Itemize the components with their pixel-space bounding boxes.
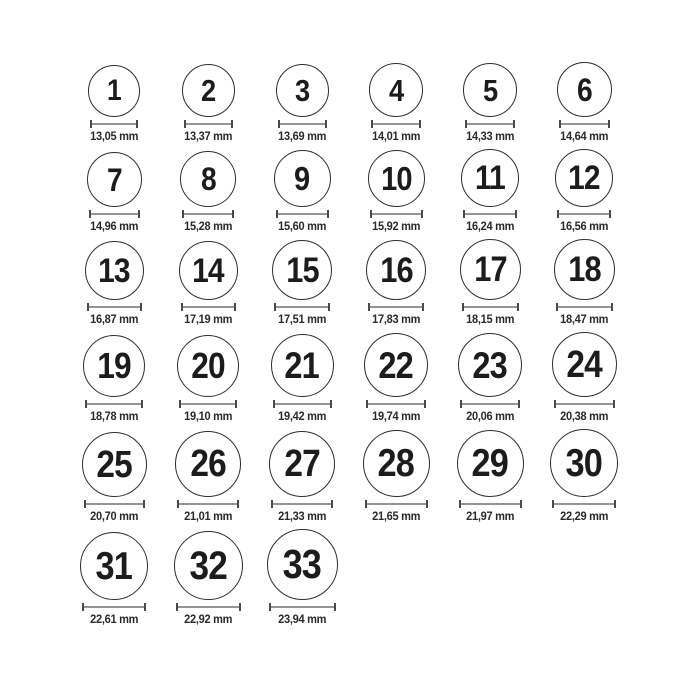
ring-size-cell <box>364 333 428 423</box>
diameter-label: 22,29 mm <box>559 509 609 523</box>
diameter-measure-line <box>463 210 517 218</box>
ring-size-number: 1 <box>107 74 121 107</box>
diameter-measure-line <box>552 500 616 508</box>
diameter-measure-line <box>90 120 138 128</box>
ring-circle <box>457 430 524 497</box>
ring-size-cell <box>174 531 243 626</box>
ring-size-cell <box>463 63 517 143</box>
ring-size-number: 20 <box>191 345 225 386</box>
diameter-measure-line <box>554 400 615 408</box>
ring-circle <box>555 149 613 207</box>
ring-size-cell <box>272 240 332 326</box>
ring-size-number: 17 <box>473 250 507 289</box>
diameter-measure-line <box>87 303 142 311</box>
ring-circle <box>364 333 428 397</box>
ring-circle <box>552 332 617 397</box>
ring-size-number: 6 <box>576 71 592 108</box>
ring-size-number: 14 <box>192 251 224 290</box>
ring-circle <box>366 240 426 300</box>
diameter-label: 16,56 mm <box>559 219 609 233</box>
ring-size-number: 13 <box>98 251 130 290</box>
ring-size-cell <box>177 335 239 423</box>
ring-size-number: 9 <box>294 160 310 197</box>
diameter-label: 17,83 mm <box>371 312 421 326</box>
ring-size-number: 11 <box>475 159 505 197</box>
ring-circle <box>177 335 239 397</box>
ring-size-number: 27 <box>284 443 320 485</box>
diameter-measure-line <box>176 603 241 611</box>
diameter-measure-line <box>462 303 519 311</box>
ring-circle <box>368 150 425 207</box>
diameter-measure-line <box>278 120 327 128</box>
ring-circle <box>550 429 618 497</box>
ring-circle <box>82 432 147 497</box>
diameter-measure-line <box>182 210 234 218</box>
ring-size-cell <box>82 432 147 523</box>
ring-circle <box>276 64 329 117</box>
diameter-measure-line <box>366 400 426 408</box>
ring-size-cell <box>271 334 334 423</box>
ring-size-cell <box>83 335 145 423</box>
ring-size-number: 3 <box>294 73 310 108</box>
diameter-measure-line <box>556 303 613 311</box>
ring-circle <box>175 431 241 497</box>
diameter-label: 18,78 mm <box>89 409 139 423</box>
diameter-measure-line <box>179 400 237 408</box>
diameter-label: 14,64 mm <box>559 129 609 143</box>
ring-size-number: 4 <box>388 72 404 108</box>
diameter-measure-line <box>84 500 145 508</box>
ring-size-cell <box>80 532 148 626</box>
ring-circle <box>458 333 522 397</box>
diameter-label: 21,33 mm <box>277 509 327 523</box>
ring-size-cell <box>557 62 612 143</box>
ring-size-cell <box>461 149 519 233</box>
ring-size-cell <box>457 430 524 523</box>
ring-size-number: 19 <box>97 345 131 386</box>
diameter-measure-line <box>371 120 421 128</box>
ring-circle <box>271 334 334 397</box>
ring-size-cell <box>368 150 425 233</box>
diameter-label: 18,47 mm <box>559 312 609 326</box>
diameter-label: 15,60 mm <box>277 219 327 233</box>
diameter-measure-line <box>370 210 423 218</box>
diameter-label: 14,33 mm <box>465 129 515 143</box>
ring-circle <box>274 150 331 207</box>
ring-size-cell <box>87 152 142 233</box>
diameter-label: 14,96 mm <box>89 219 139 233</box>
ring-size-number: 22 <box>378 344 414 386</box>
diameter-label: 13,05 mm <box>89 129 139 143</box>
diameter-label: 13,37 mm <box>183 129 233 143</box>
diameter-measure-line <box>269 603 336 611</box>
diameter-measure-line <box>460 400 520 408</box>
diameter-label: 19,42 mm <box>277 409 327 423</box>
diameter-label: 20,70 mm <box>89 509 139 523</box>
ring-circle <box>369 63 423 117</box>
ring-size-number: 5 <box>482 72 498 108</box>
diameter-measure-line <box>276 210 329 218</box>
ring-circle <box>269 431 335 497</box>
ring-size-number: 2 <box>200 73 216 108</box>
diameter-measure-line <box>177 500 239 508</box>
diameter-label: 19,10 mm <box>183 409 233 423</box>
diameter-label: 16,87 mm <box>89 312 139 326</box>
ring-size-number: 8 <box>200 161 216 197</box>
ring-circle <box>272 240 332 300</box>
ring-size-cell <box>458 333 522 423</box>
diameter-measure-line <box>271 500 333 508</box>
diameter-measure-line <box>273 400 332 408</box>
ring-size-cell <box>182 64 235 143</box>
ring-size-number: 24 <box>566 343 602 386</box>
ring-size-cell <box>85 241 144 326</box>
ring-size-cell <box>552 332 617 423</box>
diameter-label: 13,69 mm <box>277 129 327 143</box>
ring-size-number: 21 <box>284 345 320 386</box>
diameter-label: 22,92 mm <box>183 612 233 626</box>
diameter-measure-line <box>184 120 233 128</box>
ring-size-cell <box>363 430 430 523</box>
diameter-measure-line <box>368 303 424 311</box>
diameter-measure-line <box>181 303 236 311</box>
diameter-label: 19,74 mm <box>371 409 421 423</box>
ring-circle <box>460 239 521 300</box>
ring-size-cell <box>369 63 423 143</box>
diameter-measure-line <box>459 500 522 508</box>
ring-circle <box>87 152 142 207</box>
ring-circle <box>80 532 148 600</box>
diameter-measure-line <box>82 603 146 611</box>
ring-size-cell <box>554 239 615 326</box>
diameter-measure-line <box>559 120 610 128</box>
ring-size-number: 12 <box>568 159 600 197</box>
ring-size-number: 7 <box>106 161 122 198</box>
diameter-label: 17,51 mm <box>277 312 327 326</box>
diameter-label: 15,92 mm <box>371 219 421 233</box>
diameter-label: 16,24 mm <box>465 219 515 233</box>
diameter-measure-line <box>557 210 611 218</box>
ring-size-cell <box>460 239 521 326</box>
ring-size-number: 10 <box>380 160 412 197</box>
diameter-label: 17,19 mm <box>183 312 233 326</box>
ring-circle <box>557 62 612 117</box>
ring-size-grid <box>67 0 631 626</box>
diameter-label: 21,97 mm <box>465 509 515 523</box>
diameter-measure-line <box>85 400 143 408</box>
diameter-measure-line <box>465 120 515 128</box>
diameter-label: 23,94 mm <box>277 612 327 626</box>
ring-size-number: 28 <box>377 442 415 485</box>
ring-circle <box>179 241 238 300</box>
ring-size-cell <box>88 65 140 143</box>
ring-size-number: 18 <box>567 250 601 289</box>
ring-circle <box>180 151 236 207</box>
ring-size-number: 29 <box>471 442 509 485</box>
diameter-label: 20,38 mm <box>559 409 609 423</box>
diameter-label: 15,28 mm <box>183 219 233 233</box>
ring-size-cell <box>175 431 241 523</box>
ring-size-number: 30 <box>565 441 603 485</box>
ring-circle <box>363 430 430 497</box>
diameter-label: 21,01 mm <box>183 509 233 523</box>
ring-size-cell <box>267 529 338 626</box>
ring-size-number: 33 <box>282 541 322 587</box>
ring-size-cell <box>180 151 236 233</box>
ring-size-cell <box>179 241 238 326</box>
ring-circle <box>83 335 145 397</box>
diameter-label: 20,06 mm <box>465 409 515 423</box>
ring-size-cell <box>276 64 329 143</box>
ring-size-number: 15 <box>285 250 319 290</box>
ring-circle <box>182 64 235 117</box>
diameter-label: 21,65 mm <box>371 509 421 523</box>
ring-size-cell <box>366 240 426 326</box>
diameter-label: 14,01 mm <box>371 129 421 143</box>
ring-size-number: 23 <box>472 344 508 386</box>
diameter-measure-line <box>274 303 330 311</box>
ring-circle <box>88 65 140 117</box>
ring-size-number: 16 <box>379 250 413 290</box>
ring-size-number: 31 <box>95 544 133 588</box>
ring-circle <box>174 531 243 600</box>
diameter-label: 22,61 mm <box>89 612 139 626</box>
ring-circle <box>267 529 338 600</box>
ring-size-cell <box>269 431 335 523</box>
diameter-measure-line <box>89 210 140 218</box>
ring-size-number: 25 <box>96 443 132 486</box>
ring-circle <box>554 239 615 300</box>
ring-circle <box>85 241 144 300</box>
diameter-measure-line <box>365 500 428 508</box>
ring-size-cell <box>274 150 331 233</box>
ring-size-number: 32 <box>189 543 227 588</box>
diameter-label: 18,15 mm <box>465 312 515 326</box>
ring-size-cell <box>555 149 613 233</box>
ring-size-number: 26 <box>190 443 226 485</box>
ring-circle <box>461 149 519 207</box>
ring-size-cell <box>550 429 618 523</box>
ring-circle <box>463 63 517 117</box>
